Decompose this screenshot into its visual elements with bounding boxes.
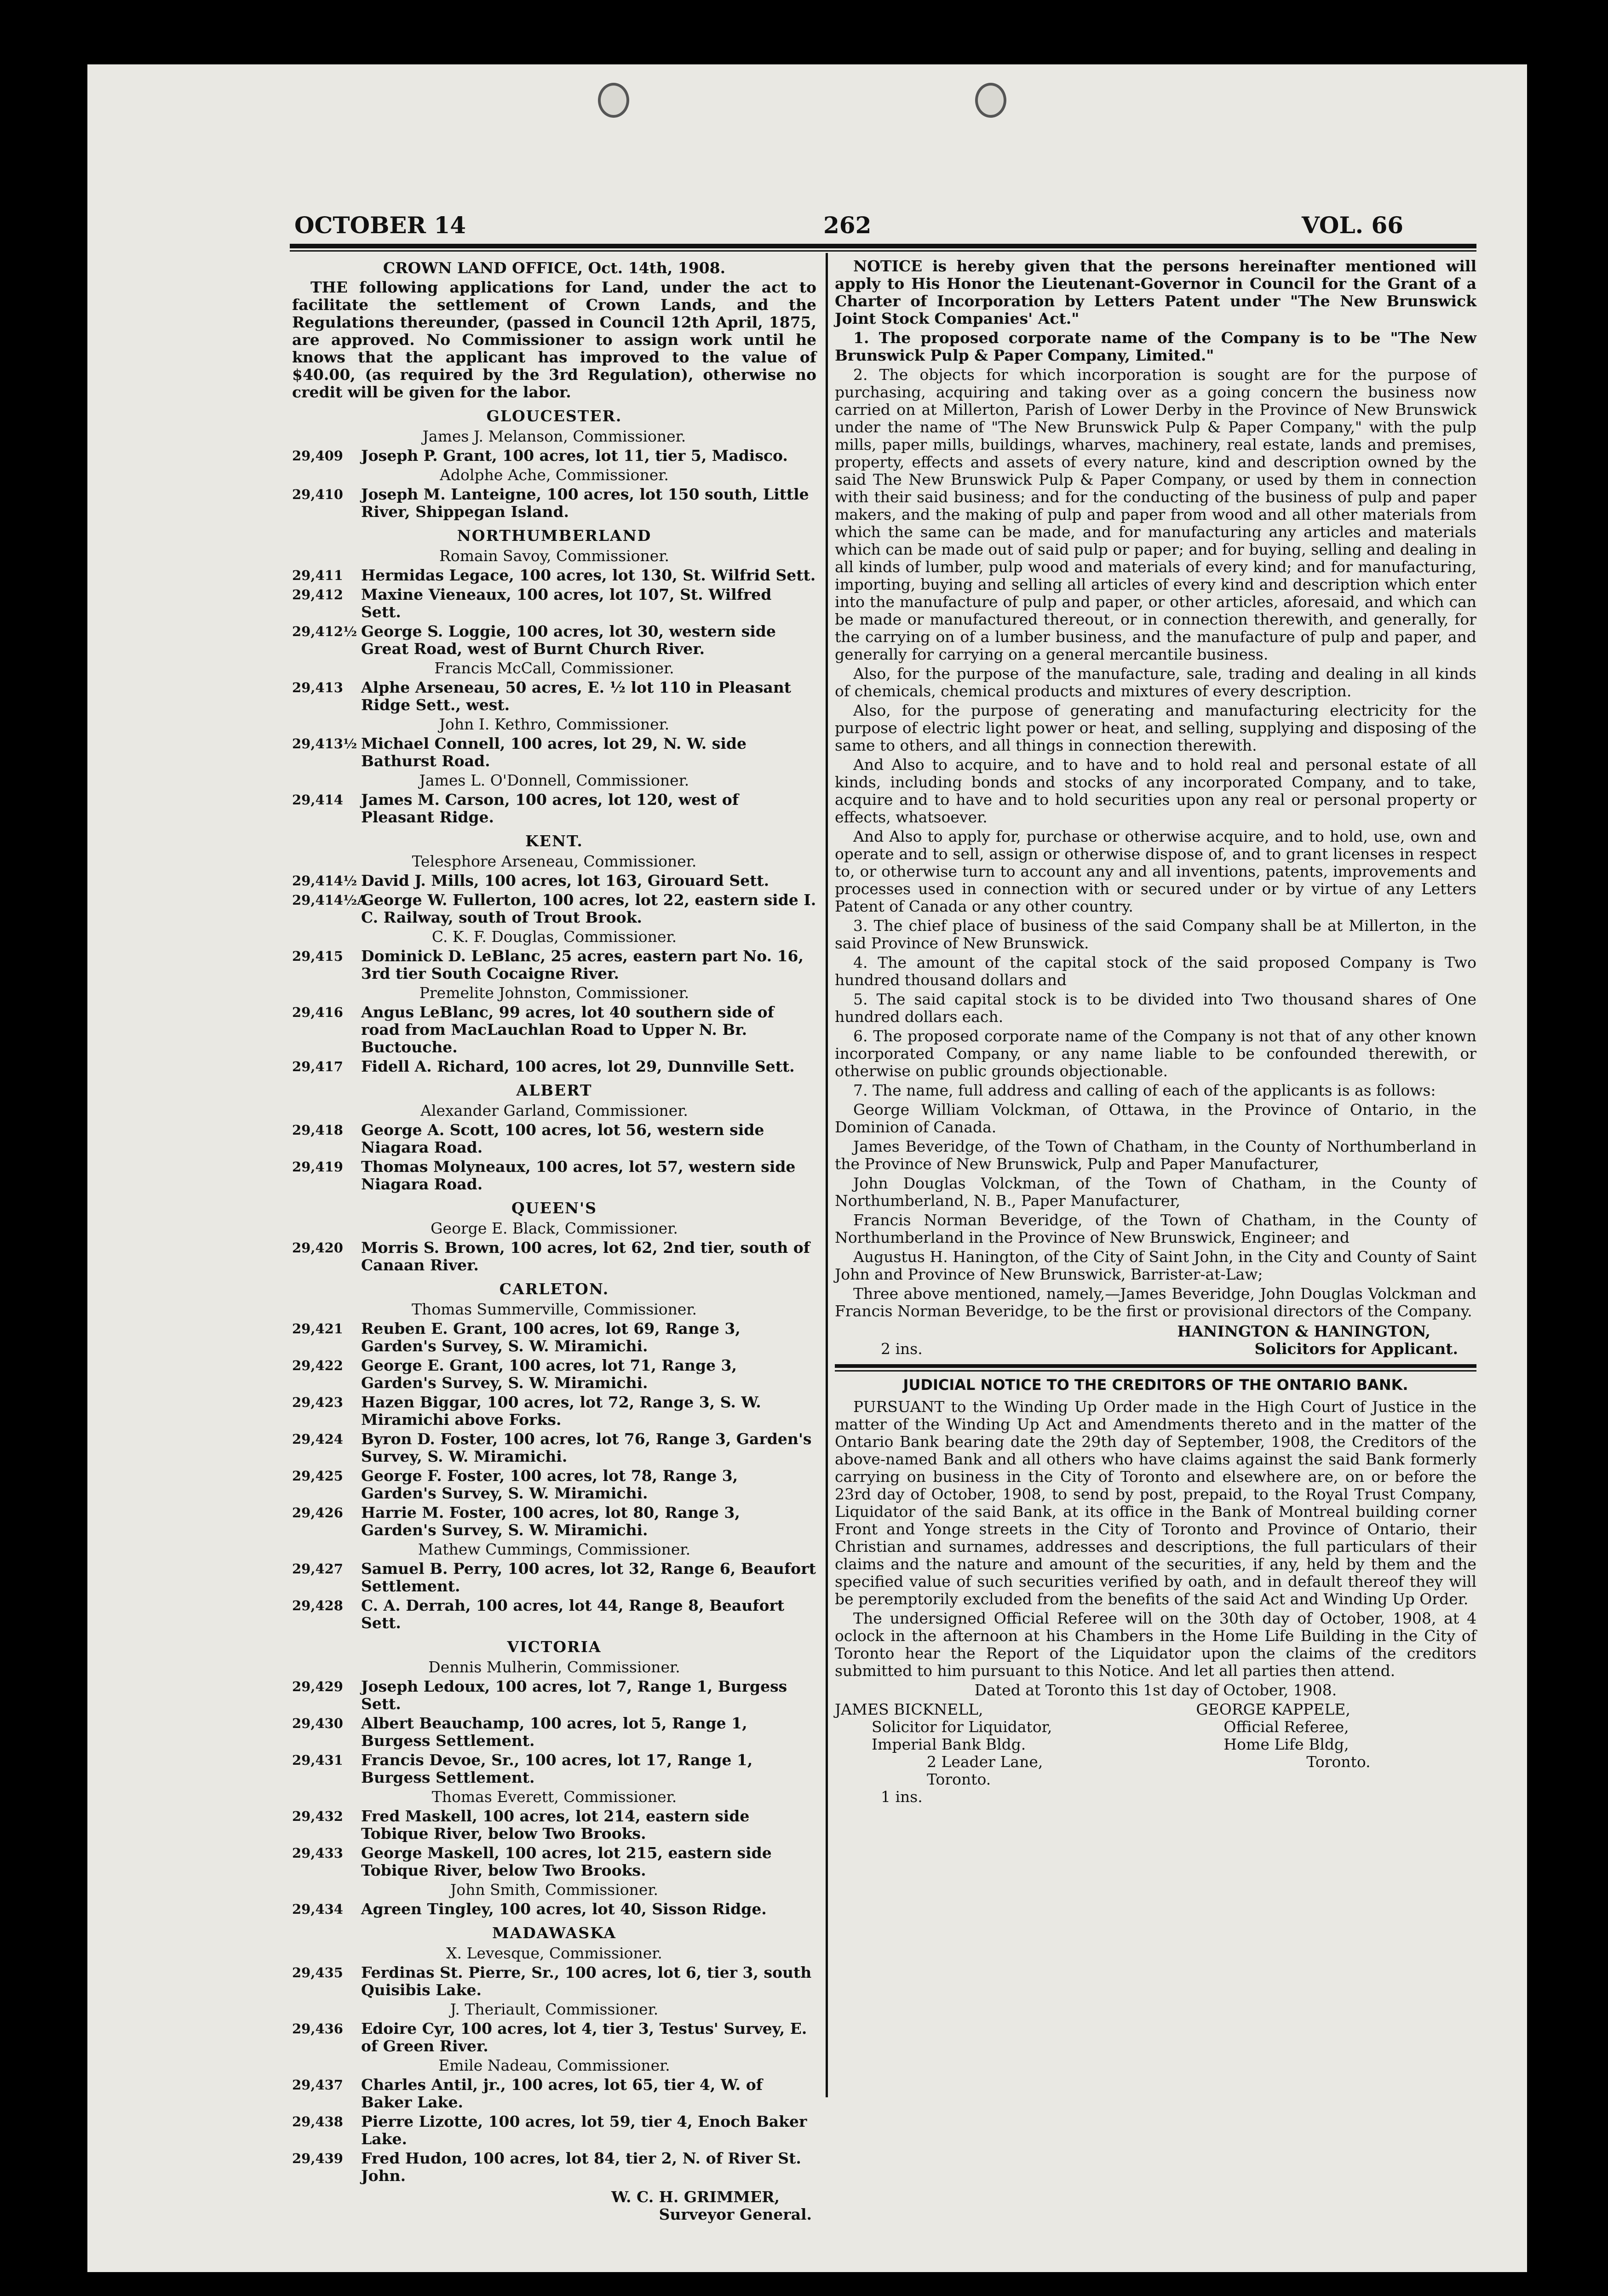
application-number: 29,419 [292,1159,343,1175]
header-date: OCTOBER 14 [294,212,466,239]
commissioner-line: Thomas Everett, Commissioner. [431,1788,677,1806]
application-text: Pierre Lizotte, 100 acres, lot 59, tier 4, Enoch Baker Lake. [361,2112,807,2148]
commissioner-line: Telesphore Arseneau, Commissioner. [412,852,697,870]
land-application-entry [292,891,816,926]
notice-paragraph: 5. The said capital stock is to be divided into Two thousand shares of One hundred dollars each. [835,990,1476,1026]
application-text: George Maskell, 100 acres, lot 215, eastern side Tobique River, below Two Brooks. [361,1844,772,1879]
land-application-entry [292,2150,816,2185]
land-application-entry [292,1504,816,1539]
application-number: 29,432 [292,1808,343,1824]
application-number: 29,431 [292,1752,343,1768]
notice-paragraph: George William Volckman, of Ottawa, in the Province of Ontario, in the Dominion of Canada. [835,1101,1476,1136]
notice-paragraph: Augustus H. Hanington, of the City of Saint John, in the City and County of Saint John and Province of New Brunswick, Barrister-at-Law; [835,1248,1476,1283]
application-number: 29,437 [292,2077,343,2093]
application-text: George E. Grant, 100 acres, lot 71, Range 3, Garden's Survey, S. W. Miramichi. [361,1356,737,1392]
land-application-entry [292,1121,816,1156]
notice-paragraph: 3. The chief place of business of the said Company shall be at Millerton, in the said Province of New Brunswick. [835,917,1476,952]
notice-paragraph: 2. The objects for which incorporation is sought are for the purpose of purchasing, acquiring and taking over as a going concern the business now carried on at Millerton, Parish of Lower Derby in the Province of New Brunswick under the name of "The New Brunswick Pulp & Paper Company," with the pulp mills, paper mills, buildings, wharves, machinery, real estate, lands and premises, property, effects and assets of every nature, kind and description owned by the said The New Brunswick Pulp & Paper Company, or used by them in connection with their said business; and for the conducting of the business of pulp and paper makers, and the making of pulp and paper from wood and all other materials from which the same can be made, and for manufacturing any articles and materials which can be made out of said pulp or paper; and for buying, selling and dealing in all kinds of lumber, pulp wood and materials of every kind; and for manufacturing, importing, buying and selling all articles of every kind and description which enter into the manufacture of pulp and paper, or other articles, aforesaid, and which can be made or manufactured thereout, or in connection therewith, and generally, for the carrying on of a lumber business, and the manufacture of pulp and paper, and generally for carrying on a general mercantile business. [835,366,1476,663]
notice-paragraph: 6. The proposed corporate name of the Company is not that of any other known incorporated Company, or any name liable to be confounded therewith, or otherwise on public grounds objectionable. [835,1027,1476,1080]
notice-paragraph: Francis Norman Beveridge, of the Town of Chatham, in the County of Northumberland in the Province of New Brunswick, Engineer; and [835,1211,1476,1246]
bank-insertions: 1 ins. [881,1788,923,1806]
county-heading: VICTORIA [507,1638,602,1656]
bank-paragraph: The undersigned Official Referee will on the 30th day of October, 1908, at 4 oclock in the afternoon at his Chambers in the Home Life Building in the City of Toronto hear the Report of the Liquidator upon the claims of the creditors submitted to him pursuant to this Notice. And let all parties then attend. [835,1609,1476,1680]
application-text: Dominick D. LeBlanc, 25 acres, eastern part No. 16, 3rd tier South Cocaigne River. [361,947,804,982]
commissioner-line: Mathew Cummings, Commissioner. [418,1540,691,1558]
notice-paragraph: 7. The name, full address and calling of each of the applicants is as follows: [853,1081,1436,1099]
application-number: 29,430 [292,1716,343,1731]
bicknell-signature [835,1701,1143,1788]
application-text: George A. Scott, 100 acres, lot 56, western side Niagara Road. [361,1121,764,1156]
county-heading: QUEEN'S [511,1199,597,1217]
crown-land-entries [292,408,816,2185]
commissioner-line: Dennis Mulherin, Commissioner. [428,1658,680,1676]
application-text: Angus LeBlanc, 99 acres, lot 40 southern side of road from MacLauchlan Road to Upper N. Br. Buctouche. [361,1003,774,1056]
commissioner-line: C. K. F. Douglas, Commissioner. [431,928,677,946]
crown-land-title: CROWN LAND OFFICE, Oct. 14th, 1908. [383,259,726,277]
application-text: George S. Loggie, 100 acres, lot 30, western side Great Road, west of Burnt Church River. [361,622,776,658]
land-application-entry [292,872,816,890]
application-number: 29,421 [292,1321,343,1337]
application-text: David J. Mills, 100 acres, lot 163, Girouard Sett. [361,872,770,890]
land-application-entry [292,2020,816,2055]
land-application-entry [292,486,816,521]
application-number: 29,435 [292,1965,343,1980]
signature-line: Toronto. [927,1770,991,1788]
land-application-entry [292,1004,816,1056]
land-application-entry [292,2076,816,2111]
application-number: 29,414½ [292,873,357,889]
land-application-entry [292,1678,816,1713]
land-application-entry [292,791,816,826]
commissioner-line: Francis McCall, Commissioner. [434,659,674,677]
land-application-entry [292,1964,816,1999]
land-application-entry [292,1467,816,1502]
land-application-entry [292,679,816,714]
application-number: 29,410 [292,487,343,502]
application-number: 29,429 [292,1679,343,1694]
application-text: Alphe Arseneau, 50 acres, E. ½ lot 110 in Pleasant Ridge Sett., west. [361,678,792,714]
commissioner-line: Adolphe Ache, Commissioner. [440,466,669,484]
land-application-entry [292,1751,816,1786]
commissioner-line: George E. Black, Commissioner. [431,1219,678,1237]
commissioner-line: James J. Melanson, Commissioner. [422,427,686,445]
application-text: Thomas Molyneaux, 100 acres, lot 57, western side Niagara Road. [361,1158,796,1193]
application-text: Edoire Cyr, 100 acres, lot 4, tier 3, Testus' Survey, E. of Green River. [361,2020,807,2055]
page-number: 262 [823,212,872,239]
application-number: 29,414 [292,792,343,808]
application-text: George F. Foster, 100 acres, lot 78, Range 3, Garden's Survey, S. W. Miramichi. [361,1467,738,1502]
commissioner-line: J. Theriault, Commissioner. [450,2000,659,2018]
land-application-entry [292,1808,816,1843]
kappele-signature [1168,1701,1476,1788]
application-text: Fidell A. Richard, 100 acres, lot 29, Dunnville Sett. [361,1057,795,1075]
land-application-entry [292,1058,816,1075]
land-application-entry [292,1715,816,1750]
land-application-entry [292,1560,816,1595]
application-number: 29,436 [292,2021,343,2037]
land-application-entry [292,1158,816,1193]
incorporation-notice [835,258,1476,1320]
application-text: Morris S. Brown, 100 acres, lot 62, 2nd tier, south of Canaan River. [361,1239,810,1274]
application-number: 29,425 [292,1468,343,1484]
punch-hole-left [598,83,629,118]
application-text: Hazen Biggar, 100 acres, lot 72, Range 3, S. W. Miramichi above Forks. [361,1393,761,1429]
crown-land-column [292,258,816,2223]
application-number: 29,423 [292,1395,343,1410]
application-number: 29,413½ [292,736,357,752]
bank-paragraph: PURSUANT to the Winding Up Order made in the High Court of Justice in the matter of the Winding Up Act and Amendments thereto and in the matter of the Ontario Bank bearing date the 29th day of September, 1908, the Creditors of the above-named Bank and all others who have claims against the said Bank formerly carrying on business in the City of Toronto and elsewhere are, on or before the 23rd day of October, 1908, to send by post, prepaid, to the Royal Trust Company, Liquidator of the said Bank, at its office in the Bank of Montreal building corner Front and Yonge streets in the City of Toronto and Province of Ontario, their Christian and surnames, addresses and descriptions, the full particulars of their claims and the nature and amount of the securities, if any, held by them and the specified value of such securities verified by oath, and in default thereof they will be peremptorily excluded from the benefits of the said Act and Winding Up Order. [835,1398,1476,1608]
land-application-entry [292,1430,816,1465]
signature-line: GEORGE KAPPELE, [1196,1700,1350,1718]
land-application-entry [292,567,816,584]
commissioner-line: Emile Nadeau, Commissioner. [438,2056,670,2074]
notice-paragraph: And Also to apply for, purchase or otherwise acquire, and to hold, use, own and operate and to sell, assign or otherwise dispose of, and to grant licenses in respect to, or otherwise turn to account any and all inventions, patents, improvements and processes used in connection with or secured under or by virtue of any Letters Patent of Canada or any other country. [835,827,1476,915]
notice-paragraph: NOTICE is hereby given that the persons hereinafter mentioned will apply to His Honor the Lieutenant-Governor in Council for the Grant of a Charter of Incorporation by Letters Patent under "The New Brunswick Joint Stock Companies' Act." [835,257,1476,327]
application-number: 29,433 [292,1845,343,1861]
application-text: Fred Maskell, 100 acres, lot 214, eastern side Tobique River, below Two Brooks. [361,1807,750,1843]
land-application-entry [292,1357,816,1392]
signature-line: Solicitor for Liquidator, [872,1718,1052,1736]
notice-paragraph: John Douglas Volckman, of the Town of Chatham, in the County of Northumberland, N. B., Paper Manufacturer, [835,1174,1476,1210]
application-text: George W. Fullerton, 100 acres, lot 22, eastern side I. C. Railway, south of Trout Brook. [361,891,816,926]
commissioner-line: Premelite Johnston, Commissioner. [419,984,689,1002]
application-number: 29,424 [292,1431,343,1447]
land-application-entry [292,623,816,658]
application-text: Joseph M. Lanteigne, 100 acres, lot 150 south, Little River, Shippegan Island. [361,485,809,521]
land-application-entry [292,1394,816,1429]
application-text: Fred Hudon, 100 acres, lot 84, tier 2, N. of River St. John. [361,2149,801,2185]
notice-paragraph: Also, for the purpose of generating and manufacturing electricity for the purpose of electric light power or heat, and selling, supplying and disposing of the same to others, and all things in connection therewith. [835,701,1476,754]
application-number: 29,422 [292,1358,343,1373]
application-number: 29,439 [292,2151,343,2166]
signature-line: Home Life Bldg, [1223,1735,1349,1753]
signature-line: 2 Leader Lane, [927,1753,1043,1771]
application-text: Albert Beauchamp, 100 acres, lot 5, Range 1, Burgess Settlement. [361,1714,747,1750]
application-number: 29,434 [292,1901,343,1917]
application-text: Francis Devoe, Sr., 100 acres, lot 17, Range 1, Burgess Settlement. [361,1751,753,1786]
notice-paragraph: And Also to acquire, and to have and to hold real and personal estate of all kinds, including bonds and stocks of any incorporated Company, and to take, acquire and to have and to hold securities upon any real or personal property or effects, whatsoever. [835,756,1476,826]
land-application-entry [292,947,816,982]
grimmer-signature: W. C. H. GRIMMER, [611,2188,780,2206]
volume-number: VOL. 66 [1302,212,1404,239]
land-application-entry [292,1597,816,1632]
notice-separator-thin [835,1370,1476,1372]
application-number: 29,414½A [292,892,368,908]
notice-paragraph: James Beveridge, of the Town of Chatham, in the County of Northumberland in the Province of New Brunswick, Pulp and Paper Manufacturer, [835,1137,1476,1173]
header-rule [290,244,1476,248]
application-text: Byron D. Foster, 100 acres, lot 76, Range 3, Garden's Survey, S. W. Miramichi. [361,1430,812,1465]
application-text: Charles Antil, jr., 100 acres, lot 65, tier 4, W. of Baker Lake. [361,2076,763,2111]
signature-line: Official Referee, [1223,1718,1349,1736]
county-heading: NORTHUMBERLAND [457,527,652,545]
application-number: 29,415 [292,948,343,964]
signature-line: Toronto. [1306,1753,1371,1771]
notices-column [835,258,1476,1806]
commissioner-line: Thomas Summerville, Commissioner. [411,1300,697,1318]
land-application-entry [292,2113,816,2148]
hanington-title: Solicitors for Applicant. [1254,1340,1458,1358]
land-application-entry [292,447,816,465]
application-text: Agreen Tingley, 100 acres, lot 40, Sisson Ridge. [361,1900,767,1918]
application-text: Joseph P. Grant, 100 acres, lot 11, tier 5, Madisco. [361,447,788,465]
application-text: C. A. Derrah, 100 acres, lot 44, Range 8, Beaufort Sett. [361,1596,785,1632]
ontario-bank-signatures [835,1701,1476,1788]
land-application-entry [292,1900,816,1918]
county-heading: GLOUCESTER. [486,407,622,425]
land-application-entry [292,586,816,621]
hanington-signature: HANINGTON & HANINGTON, [1177,1322,1430,1340]
notice-paragraph: Three above mentioned, namely,—James Beveridge, John Douglas Volckman and Francis Norman Beveridge, to be the first or provisional directors of the Company. [835,1285,1476,1320]
punch-hole-right [975,83,1006,118]
land-application-entry [292,1320,816,1355]
land-application-entry [292,1844,816,1879]
commissioner-line: John Smith, Commissioner. [450,1881,658,1899]
signature-line: Imperial Bank Bldg. [872,1735,1026,1753]
notice-separator [835,1364,1476,1368]
application-text: Harrie M. Foster, 100 acres, lot 80, Range 3, Garden's Survey, S. W. Miramichi. [361,1504,740,1539]
commissioner-line: John I. Kethro, Commissioner. [439,715,670,733]
application-text: Hermidas Legace, 100 acres, lot 130, St. Wilfrid Sett. [361,566,816,584]
newspaper-page [87,64,1527,2272]
application-number: 29,411 [292,568,343,583]
application-number: 29,438 [292,2114,343,2130]
ontario-bank-title: JUDICIAL NOTICE TO THE CREDITORS OF THE ONTARIO BANK. [903,1376,1408,1394]
application-number: 29,416 [292,1004,343,1020]
application-text: Michael Connell, 100 acres, lot 29, N. W. side Bathurst Road. [361,735,747,770]
application-number: 29,426 [292,1505,343,1521]
header-rule-thin [290,250,1476,252]
county-heading: CARLETON. [499,1280,609,1298]
commissioner-line: X. Levesque, Commissioner. [446,1944,662,1962]
signature-line: JAMES BICKNELL, [835,1700,983,1718]
application-text: James M. Carson, 100 acres, lot 120, west of Pleasant Ridge. [361,791,739,826]
county-heading: ALBERT [516,1081,592,1099]
grimmer-title: Surveyor General. [659,2205,812,2223]
application-number: 29,412½ [292,624,357,639]
application-text: Reuben E. Grant, 100 acres, lot 69, Range 3, Garden's Survey, S. W. Miramichi. [361,1320,741,1355]
application-number: 29,428 [292,1598,343,1613]
application-text: Ferdinas St. Pierre, Sr., 100 acres, lot 6, tier 3, south Quisibis Lake. [361,1963,812,1999]
ontario-bank-notice [835,1398,1476,1680]
notice-paragraph: Also, for the purpose of the manufacture, sale, trading and dealing in all kinds of chemicals, chemical products and mixtures of every description. [835,665,1476,700]
commissioner-line: James L. O'Donnell, Commissioner. [419,771,689,789]
crown-land-intro: THE following applications for Land, under the act to facilitate the settlement of Crown Lands, and the Regulations thereunder, (passed in Council 12th April, 1875, are approved. No Commissioner to assign work until he knows that the applicant has improved to the value of $40.00, (as required by the 3rd Regulation), otherwise no credit will be given for the labor. [292,278,816,401]
application-number: 29,427 [292,1561,343,1577]
column-divider [826,253,828,2097]
commissioner-line: Alexander Garland, Commissioner. [420,1102,688,1119]
application-number: 29,413 [292,680,343,695]
commissioner-line: Romain Savoy, Commissioner. [439,547,669,565]
application-text: Samuel B. Perry, 100 acres, lot 32, Range 6, Beaufort Settlement. [361,1560,816,1595]
notice-insertions: 2 ins. [881,1340,923,1358]
application-text: Maxine Vieneaux, 100 acres, lot 107, St. Wilfred Sett. [361,585,772,621]
notice-paragraph: 4. The amount of the capital stock of the said proposed Company is Two hundred thousand dollars and [835,953,1476,989]
county-heading: KENT. [525,832,583,850]
notice-footer [835,1340,1476,1358]
ontario-bank-dated: Dated at Toronto this 1st day of October, 1908. [974,1681,1337,1699]
land-application-entry [292,735,816,770]
application-number: 29,409 [292,448,343,464]
application-number: 29,417 [292,1059,343,1074]
notice-paragraph: 1. The proposed corporate name of the Company is to be "The New Brunswick Pulp & Paper Company, Limited." [835,329,1476,364]
county-heading: MADAWASKA [492,1924,617,1942]
application-text: Joseph Ledoux, 100 acres, lot 7, Range 1, Burgess Sett. [361,1677,787,1713]
application-number: 29,418 [292,1122,343,1138]
land-application-entry [292,1239,816,1274]
application-number: 29,420 [292,1240,343,1256]
application-number: 29,412 [292,587,343,603]
